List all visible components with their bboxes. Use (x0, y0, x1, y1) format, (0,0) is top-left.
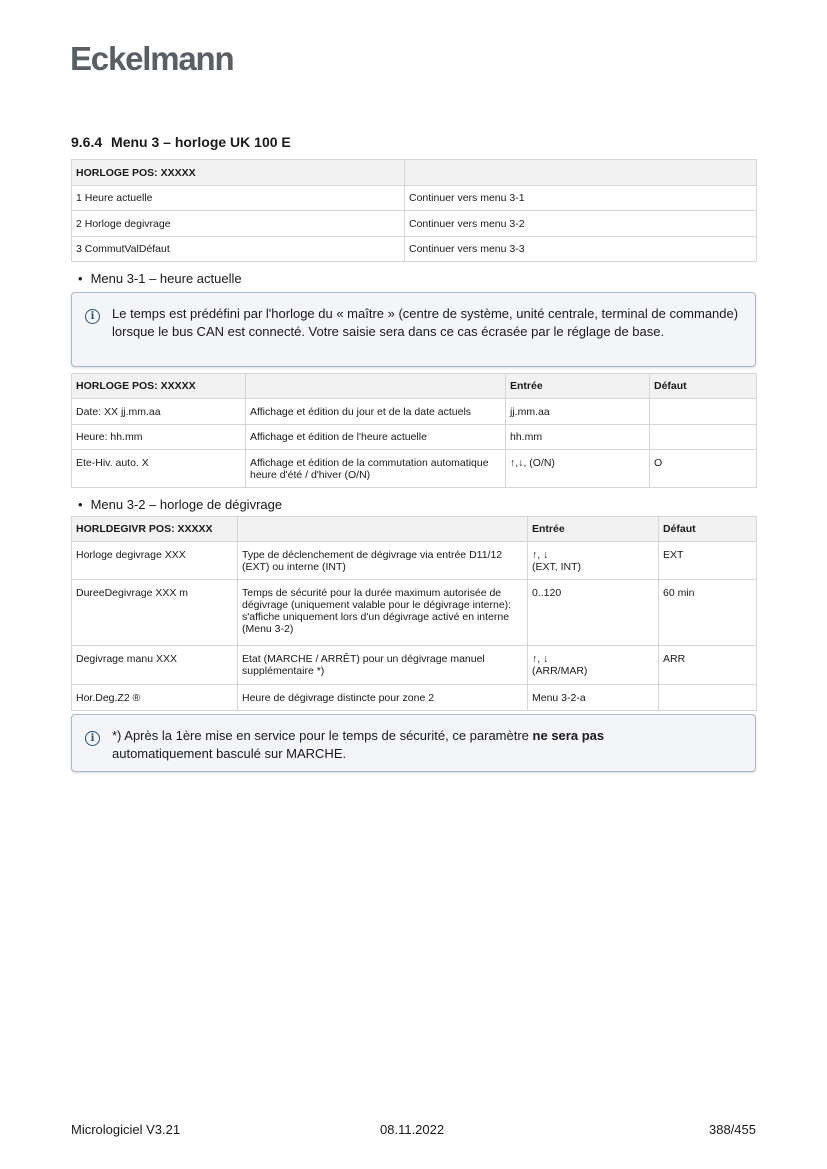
table-cell: Hor.Deg.Z2 ® (72, 685, 238, 711)
input-keys: ↑, ↓ (532, 653, 549, 665)
table-cell: Horloge degivrage XXX (72, 542, 238, 580)
input-values: (EXT, INT) (532, 561, 581, 573)
table-cell: Degivrage manu XXX (72, 646, 238, 685)
table-cell: 0..120 (528, 580, 659, 646)
table-cell: Continuer vers menu 3-2 (405, 211, 757, 237)
table-row (72, 237, 757, 262)
menu3-table (71, 159, 757, 262)
table-cell: Temps de sécurité pour la durée maximum autorisée de dégivrage (uniquement valable pour le dégivrage interne): s'affiche uniquement lors d'un dégivrage activé en interne (Menu 3-2) (238, 580, 528, 646)
note-bold-text: pas (581, 728, 605, 743)
bullet-item (78, 271, 242, 286)
table-cell: Heure de dégivrage distincte pour zone 2 (238, 685, 528, 711)
table-cell: 3 CommutValDéfaut (72, 237, 405, 262)
table-cell (650, 399, 757, 425)
table-header-row (72, 374, 757, 399)
table-header-cell: Défaut (650, 374, 757, 399)
defrost-clock-table (71, 516, 757, 711)
table-cell: ARR (659, 646, 757, 685)
info-icon: i (85, 731, 100, 746)
table-row (72, 186, 757, 211)
bullet-text: Menu 3-2 – horloge de dégivrage (90, 497, 283, 512)
table-cell: Affichage et édition du jour et de la date actuels (246, 399, 506, 425)
input-values: (ARR/MAR) (532, 665, 588, 677)
footer-date: 08.11.2022 (380, 1122, 445, 1137)
table-cell: jj.mm.aa (506, 399, 650, 425)
table-cell: Heure: hh.mm (72, 425, 246, 450)
footer-firmware: Micrologiciel V3.21 (71, 1122, 181, 1137)
table-cell: DureeDegivrage XXX m (72, 580, 238, 646)
table-header-row (72, 517, 757, 542)
note-text: automatiquement basculé sur MARCHE. (112, 746, 347, 761)
table-cell: 2 Horloge degivrage (72, 211, 405, 237)
bullet-icon: • (78, 271, 83, 286)
table-header-row (72, 160, 757, 186)
table-header-cell: Entrée (528, 517, 659, 542)
table-cell: EXT (659, 542, 757, 580)
table-row (72, 685, 757, 711)
table-cell: Etat (MARCHE / ARRÊT) pour un dégivrage manuel supplémentaire *) (238, 646, 528, 685)
table-row (72, 646, 757, 685)
table-header-cell (405, 160, 757, 186)
current-time-table (71, 373, 757, 488)
company-logo: Eckelmann (70, 40, 234, 77)
table-cell (528, 542, 659, 580)
info-note (71, 292, 756, 367)
table-cell: Continuer vers menu 3-3 (405, 237, 757, 262)
bullet-text: Menu 3-1 – heure actuelle (90, 271, 242, 286)
table-row (72, 211, 757, 237)
table-cell (659, 685, 757, 711)
input-keys: ↑, ↓ (532, 549, 549, 561)
bullet-item (78, 497, 282, 512)
table-header-cell: HORLOGE POS: XXXXX (72, 160, 405, 186)
table-row (72, 450, 757, 488)
table-header-cell (246, 374, 506, 399)
table-cell: hh.mm (506, 425, 650, 450)
table-cell: ↑,↓, (O/N) (506, 450, 650, 488)
table-header-cell (238, 517, 528, 542)
table-header-cell: HORLOGE POS: XXXXX (72, 374, 246, 399)
table-cell: Affichage et édition de la commutation automatique heure d'été / d'hiver (O/N) (246, 450, 506, 488)
bullet-icon: • (78, 497, 83, 512)
table-header-cell: Défaut (659, 517, 757, 542)
table-cell: Affichage et édition de l'heure actuelle (246, 425, 506, 450)
table-cell (528, 646, 659, 685)
table-cell: Ete-Hiv. auto. X (72, 450, 246, 488)
info-icon: i (85, 309, 100, 324)
note-text: *) Après la 1ère mise en service pour le temps de sécurité, ce paramètre (112, 728, 533, 743)
table-cell: 60 min (659, 580, 757, 646)
info-note-text: Le temps est prédéfini par l'horloge du « maître » (centre de système, unité centrale, terminal de commande) lorsque le bus CAN est connecté. Votre saisie sera dans ce cas écrasée par le réglage de base. (112, 306, 739, 339)
info-note (71, 714, 756, 772)
section-title: Menu 3 – horloge UK 100 E (111, 134, 291, 150)
table-row (72, 399, 757, 425)
table-cell: Continuer vers menu 3-1 (405, 186, 757, 211)
table-header-cell: HORLDEGIVR POS: XXXXX (72, 517, 238, 542)
table-cell: Menu 3-2-a (528, 685, 659, 711)
table-row (72, 542, 757, 580)
info-note-text (112, 727, 615, 763)
table-row (72, 425, 757, 450)
section-heading (71, 134, 291, 150)
footer-page-number: 388/455 (709, 1122, 756, 1137)
note-bold-text: ne sera (532, 728, 579, 743)
table-row (72, 580, 757, 646)
section-number: 9.6.4 (71, 134, 103, 150)
table-cell: Date: XX jj.mm.aa (72, 399, 246, 425)
table-header-cell: Entrée (506, 374, 650, 399)
table-cell: 1 Heure actuelle (72, 186, 405, 211)
table-cell: O (650, 450, 757, 488)
table-cell (650, 425, 757, 450)
table-cell: Type de déclenchement de dégivrage via entrée D11/12 (EXT) ou interne (INT) (238, 542, 528, 580)
